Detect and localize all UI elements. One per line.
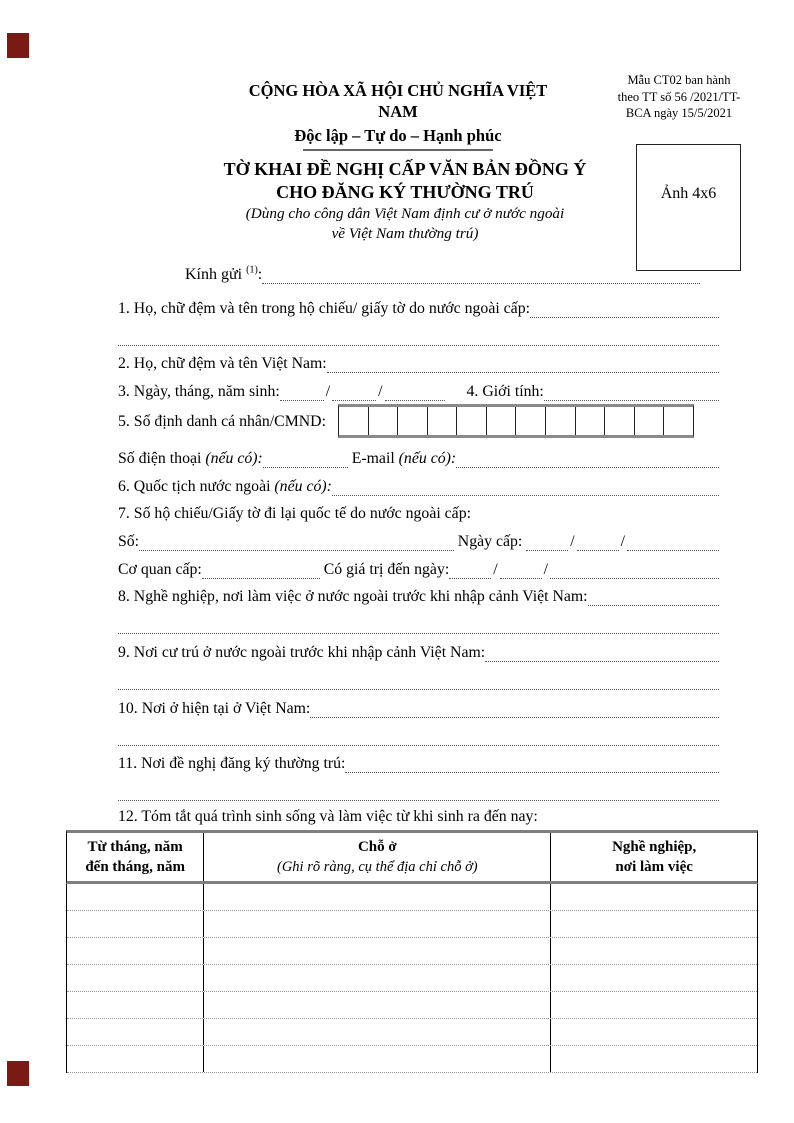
salutation-line bbox=[185, 262, 700, 288]
phone-email-line bbox=[118, 445, 719, 473]
id-digit-cell-9[interactable] bbox=[576, 407, 606, 435]
issue-year-input[interactable] bbox=[627, 528, 719, 551]
field-9-input-line[interactable] bbox=[485, 639, 719, 662]
field-11-input-line-2[interactable] bbox=[118, 778, 719, 801]
table-cell-occupation[interactable] bbox=[551, 884, 757, 910]
field-7-line bbox=[118, 500, 719, 528]
field-7-authority-line bbox=[118, 556, 719, 584]
table-cell-period[interactable] bbox=[67, 1019, 204, 1045]
form-reference-line2: theo TT số 56 /2021/TT- bbox=[617, 89, 741, 104]
field-8-label: 8. Nghề nghiệp, nơi làm việc ở nước ngoài trước khi nhập cảnh Việt Nam: bbox=[118, 588, 588, 605]
date-separator: / bbox=[543, 561, 549, 578]
field-5-line bbox=[118, 408, 338, 436]
table-row bbox=[67, 1046, 757, 1073]
field-10-continuation bbox=[118, 723, 719, 751]
id-digit-cell-3[interactable] bbox=[398, 407, 428, 435]
date-separator: / bbox=[570, 533, 575, 550]
field-9-input-line-2[interactable] bbox=[118, 667, 719, 690]
field-5-label: 5. Số định danh cá nhân/CMND: bbox=[118, 413, 326, 430]
valid-until-label: Có giá trị đến ngày: bbox=[319, 561, 450, 578]
id-digit-cell-7[interactable] bbox=[516, 407, 546, 435]
table-cell-occupation[interactable] bbox=[551, 1019, 757, 1045]
field-2-label: 2. Họ, chữ đệm và tên Việt Nam: bbox=[118, 355, 327, 372]
id-digit-cell-8[interactable] bbox=[546, 407, 576, 435]
table-cell-period[interactable] bbox=[67, 1046, 204, 1072]
spacer bbox=[445, 378, 467, 406]
corner-mark-top-left bbox=[7, 33, 29, 58]
table-header-residence: Chỗ ở (Ghi rõ ràng, cụ thể địa chỉ chỗ ở) bbox=[204, 833, 551, 881]
field-12-line bbox=[118, 803, 719, 831]
table-cell-period[interactable] bbox=[67, 992, 204, 1018]
field-10-input-line-2[interactable] bbox=[118, 723, 719, 746]
form-subtitle-line2: về Việt Nam thường trú) bbox=[331, 225, 479, 242]
field-11-line bbox=[118, 750, 719, 778]
id-digit-cell-11[interactable] bbox=[635, 407, 665, 435]
salutation-input-line[interactable] bbox=[262, 262, 700, 284]
form-title-block bbox=[130, 158, 680, 244]
field-3-4-line bbox=[118, 378, 719, 406]
field-4-label: 4. Giới tính: bbox=[466, 383, 544, 400]
table-cell-residence[interactable] bbox=[204, 965, 551, 991]
national-header bbox=[198, 80, 598, 151]
field-6-input-line[interactable] bbox=[332, 473, 719, 496]
table-cell-period[interactable] bbox=[67, 965, 204, 991]
id-digit-cell-4[interactable] bbox=[428, 407, 458, 435]
field-2-line bbox=[118, 350, 719, 378]
birth-year-input[interactable] bbox=[385, 378, 445, 401]
birth-day-input[interactable] bbox=[280, 378, 324, 401]
form-title-line1: TỜ KHAI ĐỀ NGHỊ CẤP VĂN BẢN ĐỒNG Ý bbox=[223, 159, 587, 179]
field-8-input-line[interactable] bbox=[588, 583, 719, 606]
field-10-label: 10. Nơi ở hiện tại ở Việt Nam: bbox=[118, 700, 311, 717]
table-row bbox=[67, 911, 757, 938]
field-9-label: 9. Nơi cư trú ở nước ngoài trước khi nhập cảnh Việt Nam: bbox=[118, 644, 486, 661]
table-cell-period[interactable] bbox=[67, 911, 204, 937]
valid-month-input[interactable] bbox=[500, 556, 542, 579]
table-cell-occupation[interactable] bbox=[551, 1046, 757, 1072]
issue-date-label: Ngày cấp: bbox=[453, 533, 527, 550]
email-label: E-mail (nếu có): bbox=[347, 450, 457, 467]
field-6-label: 6. Quốc tịch nước ngoài (nếu có): bbox=[118, 478, 332, 495]
form-reference-line3: BCA ngày 15/5/2021 bbox=[625, 106, 733, 120]
field-1-continuation bbox=[118, 323, 719, 351]
date-separator: / bbox=[378, 383, 383, 400]
table-body bbox=[66, 884, 758, 1073]
table-header-row bbox=[66, 830, 758, 884]
id-digit-cell-1[interactable] bbox=[339, 407, 369, 435]
form-title-line2: CHO ĐĂNG KÝ THƯỜNG TRÚ bbox=[276, 182, 534, 202]
field-1-input-line-2[interactable] bbox=[118, 323, 719, 346]
field-11-label: 11. Nơi đề nghị đăng ký thường trú: bbox=[118, 755, 346, 772]
field-8-input-line-2[interactable] bbox=[118, 611, 719, 634]
table-row bbox=[67, 965, 757, 992]
field-7-label: 7. Số hộ chiếu/Giấy tờ đi lại quốc tế do nước ngoài cấp: bbox=[118, 505, 471, 522]
field-9-line bbox=[118, 639, 719, 667]
birth-month-input[interactable] bbox=[332, 378, 376, 401]
id-digit-cell-12[interactable] bbox=[664, 407, 693, 435]
id-digit-cell-5[interactable] bbox=[457, 407, 487, 435]
salutation-label: Kính gửi $^{(1)}$: bbox=[185, 264, 263, 283]
email-input-line[interactable] bbox=[456, 445, 719, 468]
table-header-period: Từ tháng, năm đến tháng, năm bbox=[67, 833, 204, 881]
corner-mark-bottom-left bbox=[7, 1061, 29, 1086]
phone-input-line[interactable] bbox=[263, 445, 348, 468]
field-6-line bbox=[118, 473, 719, 501]
field-9-continuation bbox=[118, 667, 719, 695]
passport-number-input[interactable] bbox=[139, 528, 454, 551]
valid-day-input[interactable] bbox=[449, 556, 491, 579]
field-11-continuation bbox=[118, 778, 719, 806]
valid-year-input[interactable] bbox=[550, 556, 719, 579]
field-8-line bbox=[118, 583, 719, 611]
table-cell-residence[interactable] bbox=[204, 884, 551, 910]
photo-box[interactable] bbox=[636, 144, 741, 271]
footnote-ref: (1) bbox=[246, 264, 258, 276]
field-1-label: 1. Họ, chữ đệm và tên trong hộ chiếu/ giấy tờ do nước ngoài cấp: bbox=[118, 300, 530, 317]
table-cell-residence[interactable] bbox=[204, 992, 551, 1018]
table-cell-period[interactable] bbox=[67, 884, 204, 910]
table-cell-residence[interactable] bbox=[204, 1019, 551, 1045]
table-row bbox=[67, 992, 757, 1019]
issue-day-input[interactable] bbox=[526, 528, 568, 551]
table-header-occupation: Nghề nghiệp, nơi làm việc bbox=[612, 839, 697, 875]
date-separator: / bbox=[620, 533, 625, 550]
table-cell-occupation[interactable] bbox=[551, 992, 757, 1018]
date-separator: / bbox=[325, 383, 331, 400]
field-7-number-line bbox=[118, 528, 719, 556]
field-12-label: 12. Tóm tắt quá trình sinh sống và làm việc từ khi sinh ra đến nay: bbox=[118, 808, 538, 825]
field-1-input-line[interactable] bbox=[530, 295, 719, 318]
table-cell-residence[interactable] bbox=[204, 1046, 551, 1072]
country-name-line1: CỘNG HÒA XÃ HỘI CHỦ NGHĨA VIỆT bbox=[248, 81, 548, 100]
id-number-grid bbox=[338, 404, 694, 438]
field-4-input-line[interactable] bbox=[544, 378, 719, 401]
national-motto: Độc lập – Tự do – Hạnh phúc bbox=[294, 126, 502, 145]
residence-history-table bbox=[66, 830, 758, 1073]
table-cell-occupation[interactable] bbox=[551, 965, 757, 991]
passport-number-label: Số: bbox=[118, 533, 140, 550]
date-separator: / bbox=[493, 561, 498, 578]
form-reference bbox=[568, 72, 790, 122]
table-cell-occupation[interactable] bbox=[551, 911, 757, 937]
field-8-continuation bbox=[118, 611, 719, 639]
field-10-input-line[interactable] bbox=[310, 695, 719, 718]
motto-underline bbox=[303, 149, 493, 151]
table-cell-residence[interactable] bbox=[204, 938, 551, 964]
form-subtitle-line1: (Dùng cho công dân Việt Nam định cư ở nước ngoài bbox=[245, 205, 565, 222]
field-10-line bbox=[118, 695, 719, 723]
table-cell-occupation[interactable] bbox=[551, 938, 757, 964]
table-row bbox=[67, 1019, 757, 1046]
issuing-authority-input[interactable] bbox=[202, 556, 320, 579]
id-digit-cell-6[interactable] bbox=[487, 407, 517, 435]
field-11-input-line[interactable] bbox=[345, 750, 719, 773]
form-reference-line1: Mẫu CT02 ban hành bbox=[627, 73, 731, 87]
field-3-label: 3. Ngày, tháng, năm sinh: bbox=[118, 383, 280, 400]
field-2-input-line[interactable] bbox=[327, 350, 719, 373]
table-cell-residence[interactable] bbox=[204, 911, 551, 937]
id-digit-cell-10[interactable] bbox=[605, 407, 635, 435]
table-cell-period[interactable] bbox=[67, 938, 204, 964]
table-row bbox=[67, 938, 757, 965]
photo-box-label: Ảnh 4x6 bbox=[660, 185, 717, 202]
phone-label: Số điện thoại (nếu có): bbox=[118, 450, 263, 467]
issuing-authority-label: Cơ quan cấp: bbox=[118, 561, 202, 578]
field-1-line bbox=[118, 295, 719, 323]
country-name-line2: NAM bbox=[378, 102, 418, 121]
issue-month-input[interactable] bbox=[577, 528, 619, 551]
id-digit-cell-2[interactable] bbox=[369, 407, 399, 435]
table-row bbox=[67, 884, 757, 911]
